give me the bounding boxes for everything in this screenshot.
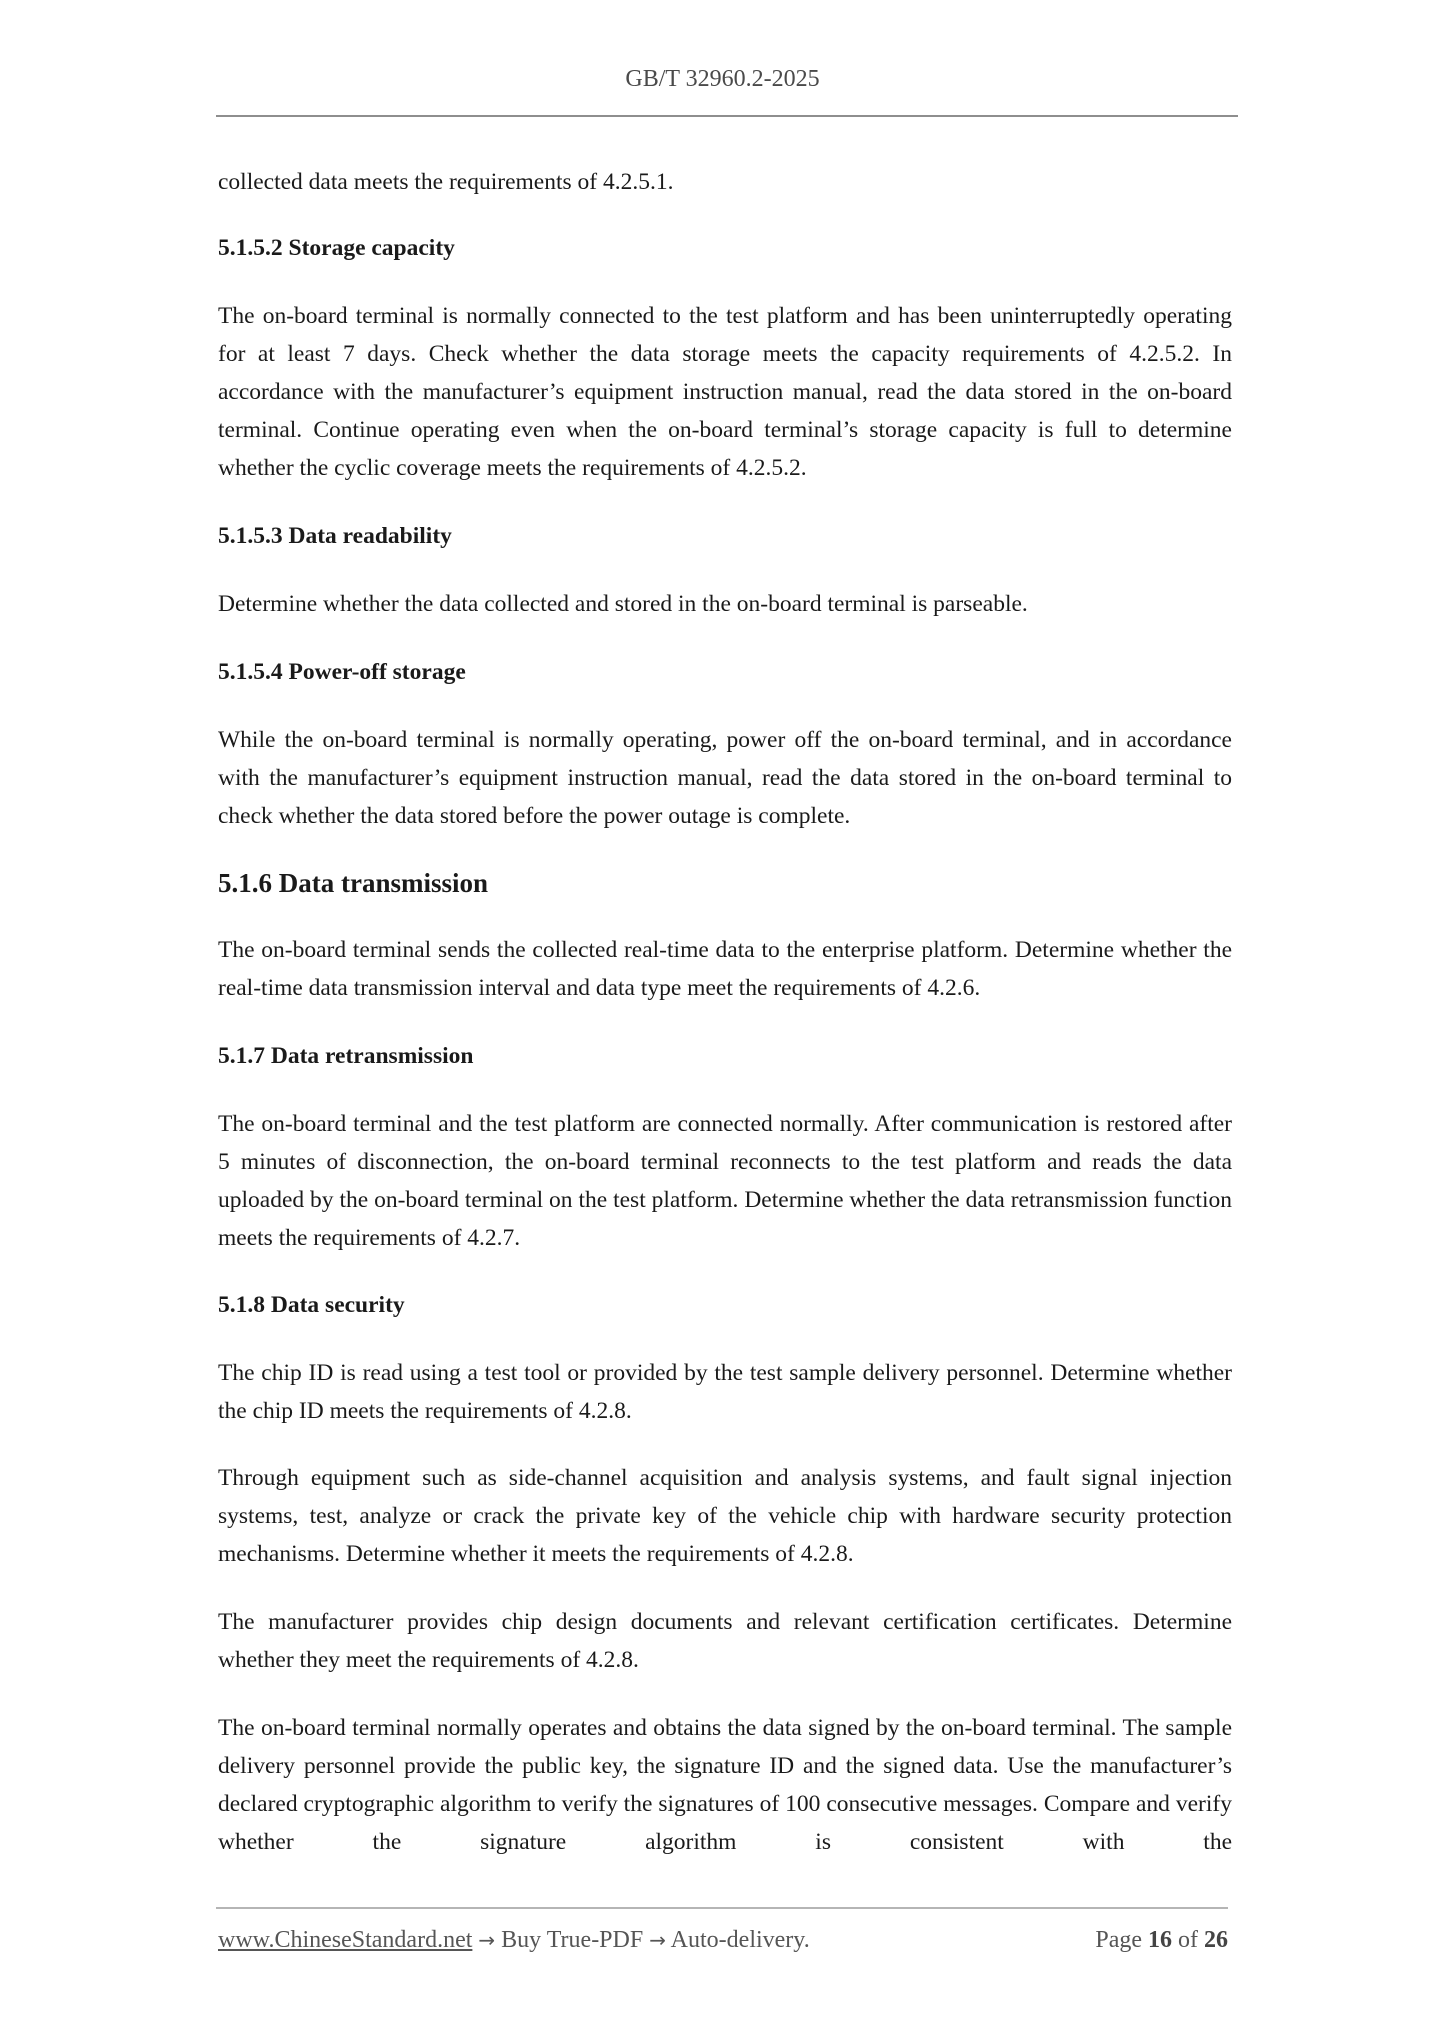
arrow-right-icon: → — [649, 1928, 666, 1952]
paragraph: The manufacturer provides chip design documents and relevant certification certificates. Determine whether they meet the requirements of 4.2.8. — [218, 1609, 1232, 1673]
continuation-paragraph: collected data meets the requirements of 4.2.5.1. — [218, 169, 674, 195]
paragraph: Determine whether the data collected and stored in the on-board terminal is parseable. — [218, 591, 1028, 617]
paragraph: The on-board terminal is normally connected to the test platform and has been uninterruptedly operating for at least 7 days. Check whether the data storage meets the capacity requirements of 4.2.5.2. In accordance with the manufacturer’s equipment instruction manual, read the data stored in the on-board terminal. Continue operating even when the on-board terminal’s storage capacity is full to determine whether the cyclic coverage meets the requirements of 4.2.5.2. — [218, 303, 1232, 481]
section-heading-5-1-6: 5.1.6 Data transmission — [218, 868, 489, 898]
website-link[interactable]: www.ChineseStandard.net — [218, 1927, 473, 1953]
buy-pdf-text: Buy True-PDF — [501, 1927, 644, 1953]
document-header-title: GB/T 32960.2-2025 — [625, 66, 820, 92]
footer-divider — [216, 1907, 1228, 1909]
paragraph: Through equipment such as side-channel acquisition and analysis systems, and fault signal injection systems, test, analyze or crack the private key of the vehicle chip with hardware security protection mechanisms. Determine whether it meets the requirements of 4.2.8. — [218, 1465, 1232, 1567]
page-label: Page — [1095, 1927, 1142, 1953]
paragraph: While the on-board terminal is normally operating, power off the on-board terminal, and in accordance with the manufacturer’s equipment instruction manual, read the data stored in the on-board terminal to check whether the data stored before the power outage is complete. — [218, 727, 1232, 829]
page-number — [1095, 1927, 1228, 1954]
auto-delivery-text: Auto-delivery. — [670, 1927, 810, 1953]
paragraph: The chip ID is read using a test tool or provided by the test sample delivery personnel. Determine whether the chip ID meets the requirements of 4.2.8. — [218, 1360, 1232, 1424]
section-heading-5-1-5-2: 5.1.5.2 Storage capacity — [218, 235, 455, 261]
paragraph: The on-board terminal sends the collected real-time data to the enterprise platform. Determine whether the real-time data transmission interval and data type meet the requirements of 4.2.6. — [218, 937, 1232, 1001]
paragraph: The on-board terminal and the test platform are connected normally. After communication is restored after 5 minutes of disconnection, the on-board terminal reconnects to the test platform and reads the data uploaded by the on-board terminal on the test platform. Determine whether the data retransmission function meets the requirements of 4.2.7. — [218, 1111, 1232, 1251]
page-of: of — [1178, 1927, 1198, 1953]
section-heading-5-1-5-4: 5.1.5.4 Power-off storage — [218, 659, 466, 685]
header-divider — [216, 115, 1238, 117]
paragraph: The on-board terminal normally operates and obtains the data signed by the on-board terminal. The sample delivery personnel provide the public key, the signature ID and the signed data. Use the manufacturer’s declared cryptographic algorithm to verify the signatures of 100 consecutive messages. Compare and verify whether the signature algorithm is consistent with the — [218, 1715, 1232, 1855]
arrow-right-icon: → — [478, 1928, 496, 1952]
section-heading-5-1-7: 5.1.7 Data retransmission — [218, 1043, 474, 1069]
section-heading-5-1-8: 5.1.8 Data security — [218, 1292, 405, 1318]
footer-promo — [218, 1927, 810, 1954]
page-current: 16 — [1148, 1927, 1172, 1953]
page-total: 26 — [1204, 1927, 1228, 1953]
section-heading-5-1-5-3: 5.1.5.3 Data readability — [218, 523, 452, 549]
